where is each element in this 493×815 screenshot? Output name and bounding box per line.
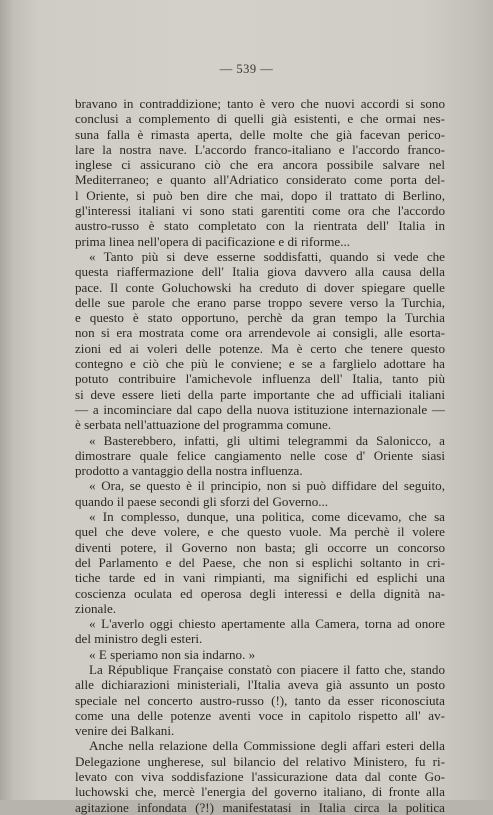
text-line: conclusi a complemento di quelli già esistenti, e che ormai nes- — [75, 111, 445, 127]
text-line: questa riaffermazione dell' Italia giova davvero alla causa della — [75, 264, 445, 280]
text-line: contegno e ciò che più le conviene; e se a farglielo adottare ha — [75, 356, 445, 372]
text-line: alle dichiarazioni ministeriali, l'Italia aveva già assunto un posto — [75, 677, 445, 693]
text-line: coscienza oculata ed operosa degli interessi e della dignità na- — [75, 585, 445, 601]
text-line: speciale nel concerto austro-russo (!), tanto da esser riconosciuta — [75, 692, 445, 708]
text-line: agitazione infondata (?!) manifestatasi in Italia circa la politica — [75, 799, 445, 815]
text-line: Mediterraneo; e quanto all'Adriatico considerato come porta del- — [75, 172, 445, 188]
text-line: austro-russo è stato completato con la rientrata dell' Italia in — [75, 218, 445, 234]
text-line: Delegazione ungherese, sul bilancio del relativo Ministero, fu ri- — [75, 753, 445, 769]
text-line: prima linea nell'opera di pacificazione e di riforme... — [75, 233, 351, 249]
text-line: quando il paese secondi gli sforzi del Governo... — [75, 493, 329, 509]
text-line: levato con viva soddisfazione l'assicurazione data dal conte Go- — [75, 769, 445, 785]
text-line: « L'averlo oggi chiesto apertamente alla Camera, torna ad onore — [89, 616, 445, 632]
text-line: luchowski che, mercè l'energia del governo italiano, di fronte alla — [75, 784, 445, 800]
text-line: lare la nostra nave. L'accordo franco-italiano e l'accordo franco- — [75, 141, 445, 157]
text-line: zionale. — [75, 600, 117, 616]
text-line: venire dei Balkani. — [75, 723, 175, 739]
text-line: potuto contribuire l'amichevole influenza dell' Italia, tanto più — [75, 371, 445, 387]
text-line: dimostrare quale felice cangiamento nelle cose d' Oriente siasi — [75, 447, 445, 463]
text-line: del ministro degli esteri. — [75, 631, 203, 647]
text-line: « E speriamo non sia indarno. » — [89, 646, 256, 662]
text-line: prodotto a vantaggio della nostra influenza. — [75, 463, 303, 479]
text-line: suna falla è rimasta aperta, delle molte che già facevan perico- — [75, 126, 445, 142]
text-line: pace. Il conte Goluchowski ha creduto di dover spiegare quelle — [75, 279, 445, 295]
text-line: l Oriente, si può ben dire che mai, dopo il trattato di Berlino, — [75, 187, 445, 203]
text-line: — a incominciare dal capo della nuova istituzione internazionale — — [75, 401, 445, 417]
text-line: zioni ed ai voleri delle potenze. Ma è certo che tenere questo — [75, 340, 445, 356]
text-line: come una delle potenze aventi voce in capitolo rispetto all' av- — [75, 707, 445, 723]
text-line: non si era mostrata come ora arrendevole ai consigli, alle esorta- — [75, 325, 445, 341]
text-line: La République Française constatò con piacere il fatto che, stando — [89, 661, 445, 677]
text-line: Anche nella relazione della Commissione degli affari esteri della — [89, 738, 445, 754]
text-line: bravano in contraddizione; tanto è vero che nuovi accordi si sono — [75, 96, 445, 111]
text-line: tiche tarde ed in vani rimpianti, ma significhi ed esplichi una — [75, 570, 445, 586]
text-line: e questo è stato opportuno, perchè da gran tempo la Turchia — [75, 310, 445, 326]
text-line: « Tanto più si deve esserne soddisfatti, quando si vede che — [89, 248, 445, 264]
text-line: del Parlamento e del Paese, che non si esplichi soltanto in cri- — [75, 554, 445, 570]
text-line: inglese ci assicurano ciò che era ancora possibile salvare nel — [75, 157, 445, 173]
text-line: quel che deve volere, e che questo vuole. Ma perchè il volere — [75, 524, 445, 540]
text-line: « Basterebbero, infatti, gli ultimi telegrammi da Salonicco, a — [89, 432, 445, 448]
text-line: « Ora, se questo è il principio, non si può diffidare del seguito, — [89, 478, 445, 494]
text-line: gl'interessi italiani vi sono stati garentiti come ora che l'accordo — [75, 203, 445, 219]
text-line: si deve essere lieti della parte importante che ad ufficiali italiani — [75, 386, 445, 402]
body-text — [75, 96, 445, 815]
text-line: è serbata nell'attuazione del programma comune. — [75, 417, 332, 433]
text-line: « In complesso, dunque, una politica, come dicevamo, che sa — [89, 509, 445, 525]
text-line: delle sue parole che erano parse troppo severe verso la Turchia, — [75, 294, 445, 310]
page-number: — 539 — — [219, 62, 274, 76]
text-line: diventi potere, il Governo non basta; gli occorre un concorso — [75, 539, 445, 555]
